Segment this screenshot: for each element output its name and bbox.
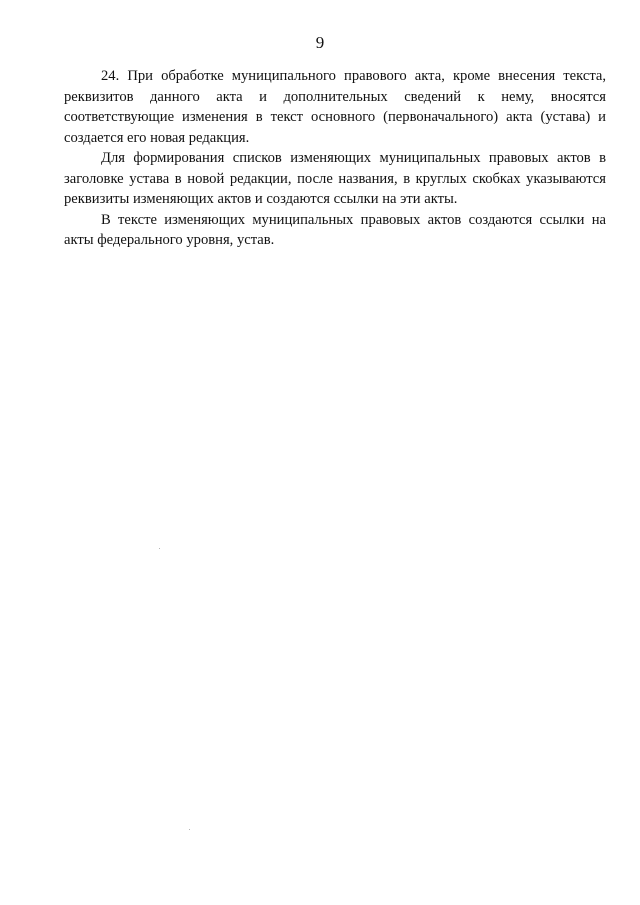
page-number: 9 (315, 33, 325, 52)
paragraph-24: 24. При обработке муниципального правового акта, кроме внесения текста, реквизитов данного акта и дополнительных сведений к нему, вносятся соответствующие изменения в текст основного (первоначального) акта (устава) и создается его новая редакция. (64, 68, 606, 146)
scan-speck (159, 548, 160, 549)
paragraph-change-lists: Для формирования списков изменяющих муниципальных правовых актов в заголовке устава в новой редакции, после названия, в круглых скобках указываются реквизиты изменяющих актов и создаются ссылки на эти акты. (64, 150, 606, 207)
document-body (64, 66, 606, 251)
paragraph-links: В тексте изменяющих муниципальных правовых актов создаются ссылки на акты федерального уровня, устав. (64, 211, 606, 248)
scan-speck (189, 829, 190, 830)
